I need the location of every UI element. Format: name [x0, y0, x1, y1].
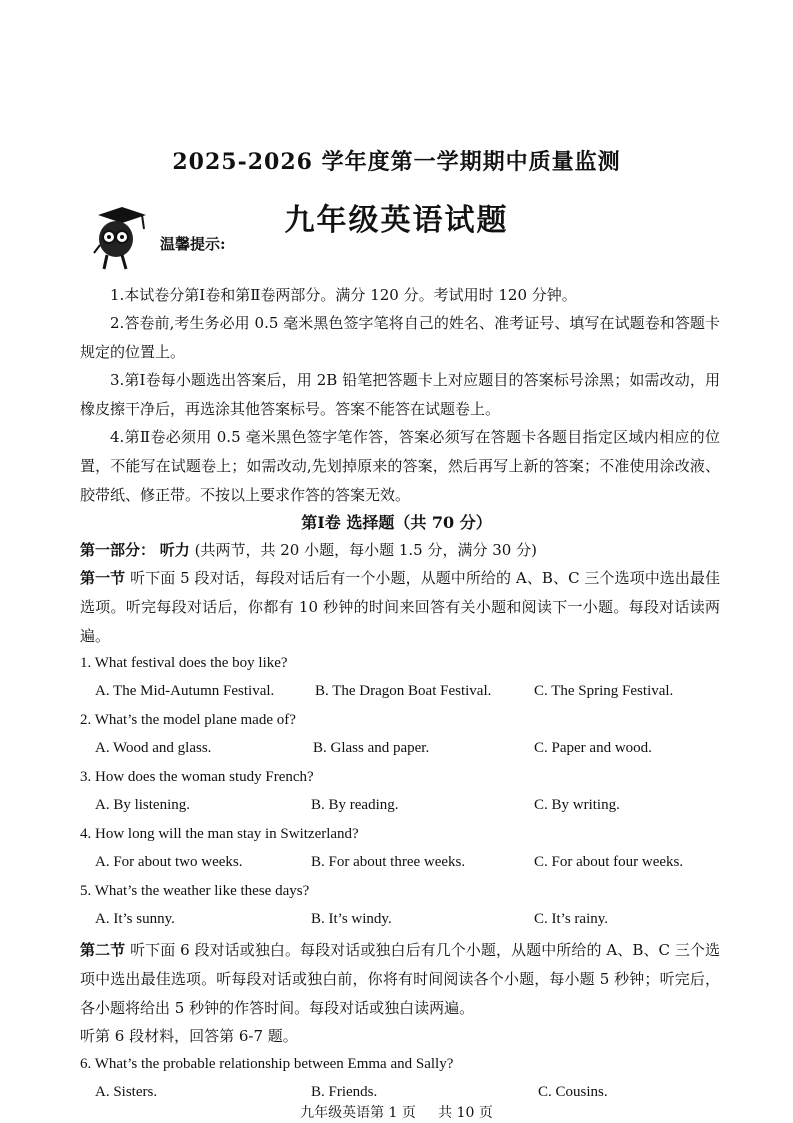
section-label: 第一部分：	[80, 541, 156, 559]
q4-option-a: A. For about two weeks.	[95, 854, 243, 870]
page-number: 九年级英语第 1 页	[300, 1105, 416, 1121]
mascot-graduate-icon	[92, 205, 150, 271]
sub1-label: 第一节	[80, 569, 126, 587]
q6-option-c: C. Cousins.	[538, 1084, 608, 1100]
sub2-desc: 听下面 6 段对话或独白。每段对话或独白后有几个小题，从题中所给的 A、B、C 三个选项中选出最佳选项。听每段对话或独白前，你将有时间阅读各个小题，每小题 5 秒钟；听完后，各小题将给出 5 秒钟的作答时间。每段对话或独白读两遍。	[80, 941, 720, 1017]
question-2: 2. What’s the model plane made of?	[80, 712, 296, 728]
question-3: 3. How does the woman study French?	[80, 769, 314, 785]
section-listening-header	[80, 536, 720, 565]
q2-option-a: A. Wood and glass.	[95, 740, 212, 756]
q2-option-b: B. Glass and paper.	[313, 740, 430, 756]
q3-option-a: A. By listening.	[95, 797, 191, 813]
q1-option-a: A. The Mid-Autumn Festival.	[95, 683, 275, 699]
tip-item-3: 3.第Ⅰ卷每小题选出答案后，用 2B 铅笔把答题卡上对应题目的答案标号涂黑；如需改动，用橡皮擦干净后，再选涂其他答案标号。答案不能答在试题卷上。	[80, 371, 720, 418]
q1-option-c: C. The Spring Festival.	[534, 683, 674, 699]
q1-option-b: B. The Dragon Boat Festival.	[315, 683, 492, 699]
sub-section-1	[80, 564, 720, 651]
sub2-label: 第二节	[80, 941, 126, 959]
q5-option-b: B. It’s windy.	[311, 911, 392, 927]
q6-option-a: A. Sisters.	[95, 1084, 158, 1100]
section-name: 听力	[159, 541, 190, 559]
q3-option-b: B. By reading.	[311, 797, 399, 813]
tips-heading: 温馨提示:	[160, 235, 226, 253]
q4-option-b: B. For about three weeks.	[311, 854, 466, 870]
material-6-instruction: 听第 6 段材料，回答第 6-7 题。	[80, 1027, 298, 1045]
question-4: 4. How long will the man stay in Switzerland?	[80, 826, 359, 842]
tip-item-4: 4.第Ⅱ卷必须用 0.5 毫米黑色签字笔作答，答案必须写在答题卡各题目指定区域内相应的位置，不能写在试题卷上；如需改动,先划掉原来的答案，然后再写上新的答案；不准使用涂改液、胶带纸、修正带。不按以上要求作答的答案无效。	[80, 428, 720, 504]
sub-section-2	[80, 936, 720, 1023]
section-desc: (共两节，共 20 小题，每小题 1.5 分，满分 30 分)	[194, 541, 537, 559]
tip-item-1: 1.本试卷分第Ⅰ卷和第Ⅱ卷两部分。满分 120 分。考试用时 120 分钟。	[110, 286, 577, 304]
part1-title: 第Ⅰ卷 选择题（共 70 分）	[301, 513, 492, 532]
q6-option-b: B. Friends.	[311, 1084, 378, 1100]
tip-item-2: 2.答卷前,考生务必用 0.5 毫米黑色签字笔将自己的姓名、准考证号、填写在试题卷和答题卡规定的位置上。	[80, 314, 720, 361]
q4-option-c: C. For about four weeks.	[534, 854, 684, 870]
question-5: 5. What’s the weather like these days?	[80, 883, 310, 899]
question-1: 1. What festival does the boy like?	[80, 655, 288, 671]
page-total: 共 10 页	[438, 1105, 493, 1121]
question-6: 6. What’s the probable relationship between Emma and Sally?	[80, 1056, 454, 1072]
exam-title: 2025-2026 学年度第一学期期中质量监测	[172, 149, 621, 175]
sub1-desc: 听下面 5 段对话，每段对话后有一个小题，从题中所给的 A、B、C 三个选项中选出最佳选项。听完每段对话后，你都有 10 秒钟的时间来回答有关小题和阅读下一小题。每段对话读两遍。	[80, 569, 720, 645]
q5-option-c: C. It’s rainy.	[534, 911, 609, 927]
exam-subtitle: 九年级英语试题	[284, 203, 509, 238]
q5-option-a: A. It’s sunny.	[95, 911, 175, 927]
page-footer	[0, 1102, 793, 1122]
q2-option-c: C. Paper and wood.	[534, 740, 652, 756]
q3-option-c: C. By writing.	[534, 797, 620, 813]
